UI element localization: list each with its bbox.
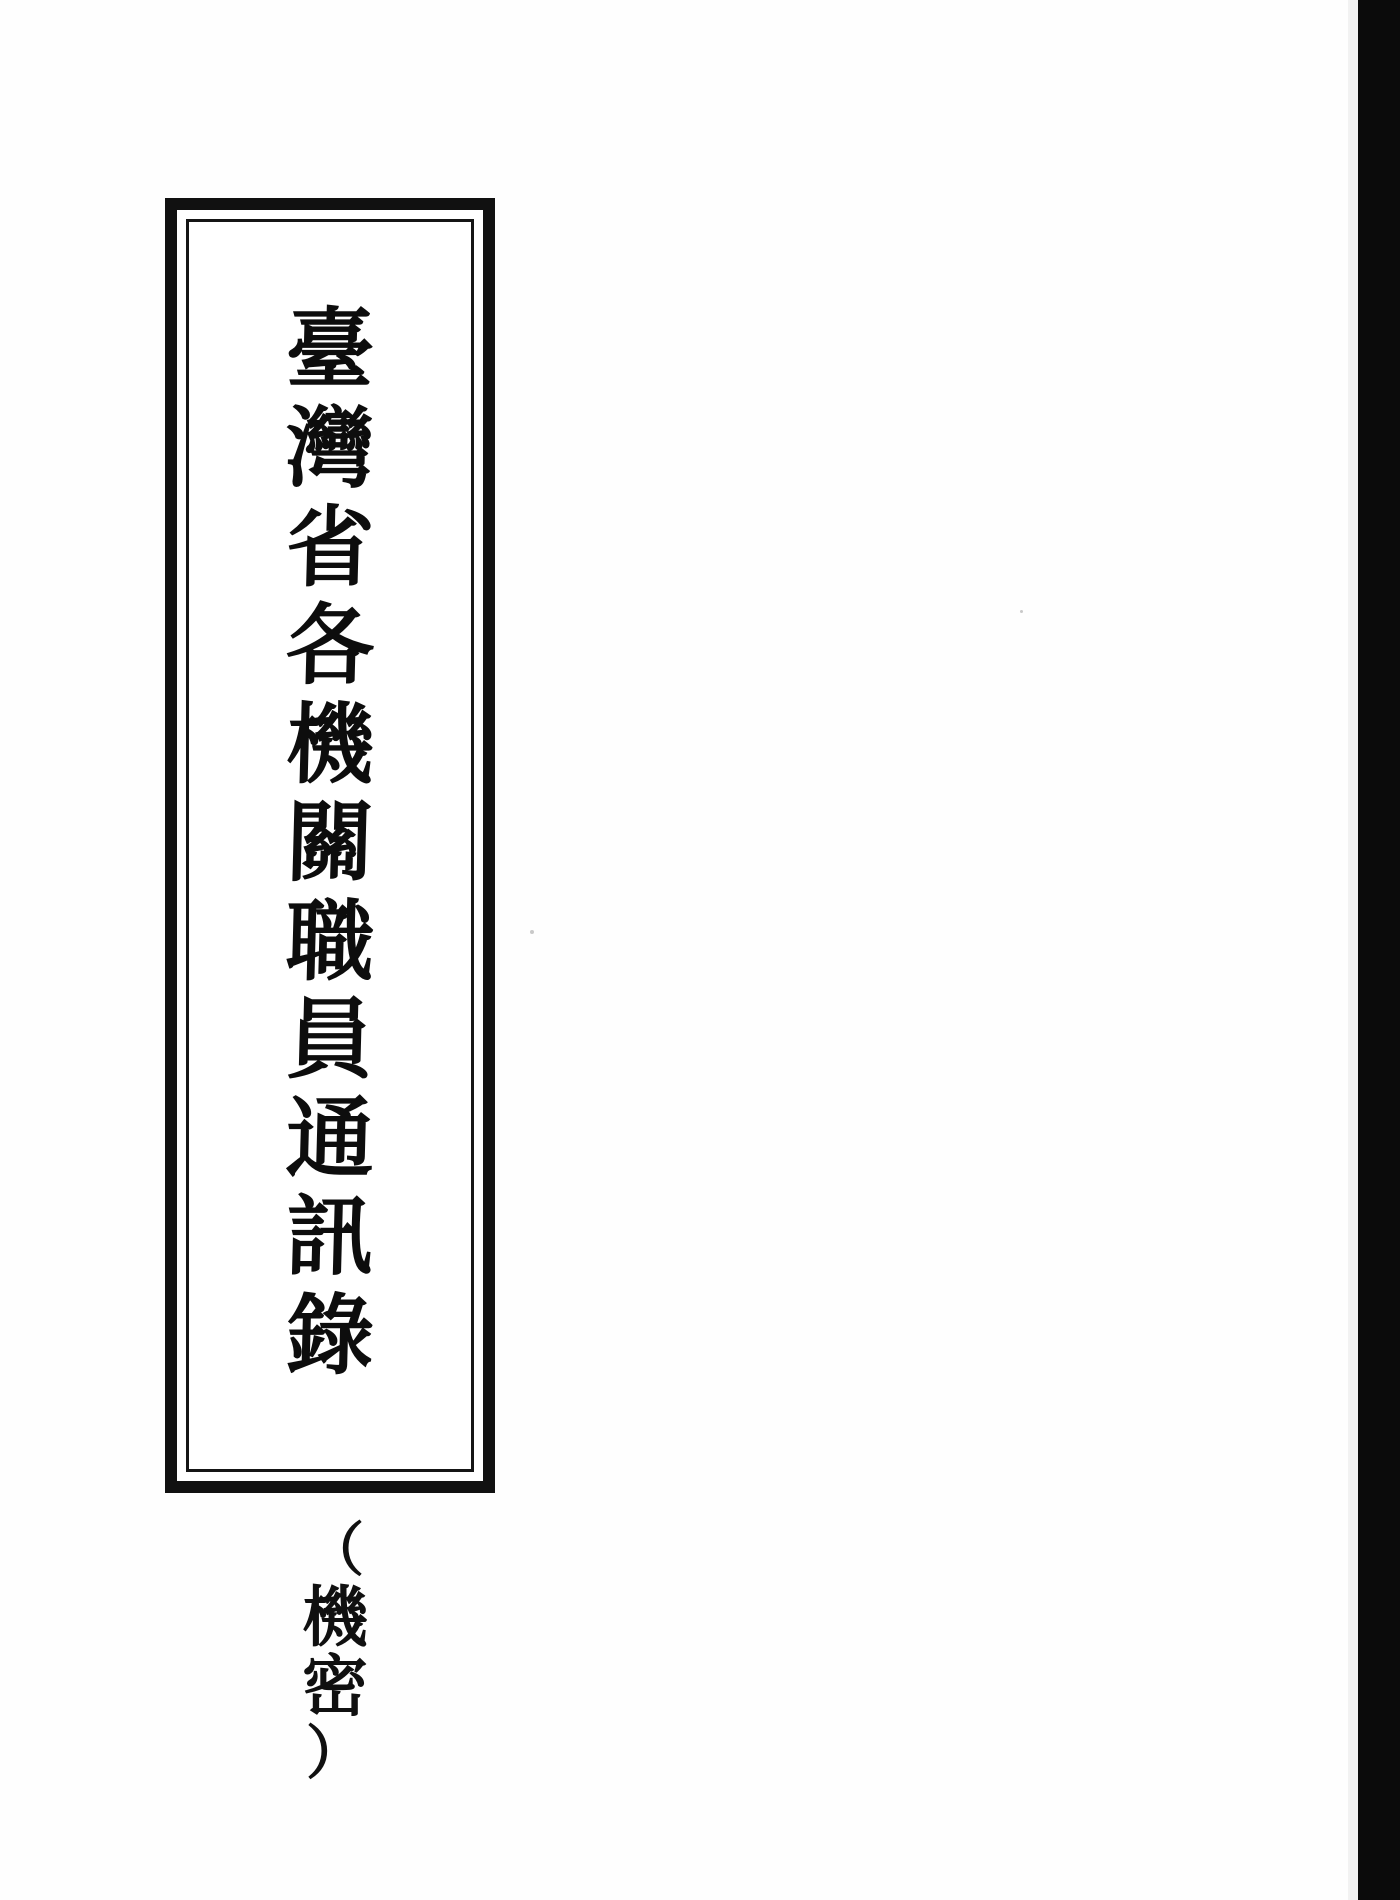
document-title [189, 222, 471, 1469]
title-char-6: 關 [284, 790, 376, 895]
classification-char-2: 密 [302, 1647, 368, 1726]
scan-speck [530, 930, 534, 934]
classification-marking [250, 1516, 420, 1788]
title-frame-outer [165, 198, 495, 1493]
title-char-10: 訊 [284, 1184, 376, 1289]
title-frame-inner [186, 219, 474, 1472]
scan-speck [1020, 610, 1023, 613]
title-char-2: 灣 [284, 396, 376, 501]
title-char-4: 各 [284, 593, 376, 698]
title-char-8: 員 [284, 987, 376, 1092]
title-char-11: 錄 [284, 1282, 376, 1387]
scan-edge-right [1358, 0, 1400, 1900]
title-char-5: 機 [284, 691, 376, 796]
title-char-9: 通 [284, 1085, 376, 1190]
title-char-7: 職 [284, 888, 376, 993]
scan-edge-highlight [1348, 0, 1358, 1900]
title-char-1: 臺 [284, 297, 376, 402]
title-frame-gap [177, 210, 483, 1481]
classification-close-paren: ） [305, 1719, 364, 1788]
classification-open-paren: （ [305, 1516, 364, 1584]
title-char-3: 省 [284, 494, 376, 599]
classification-char-1: 機 [302, 1577, 368, 1656]
